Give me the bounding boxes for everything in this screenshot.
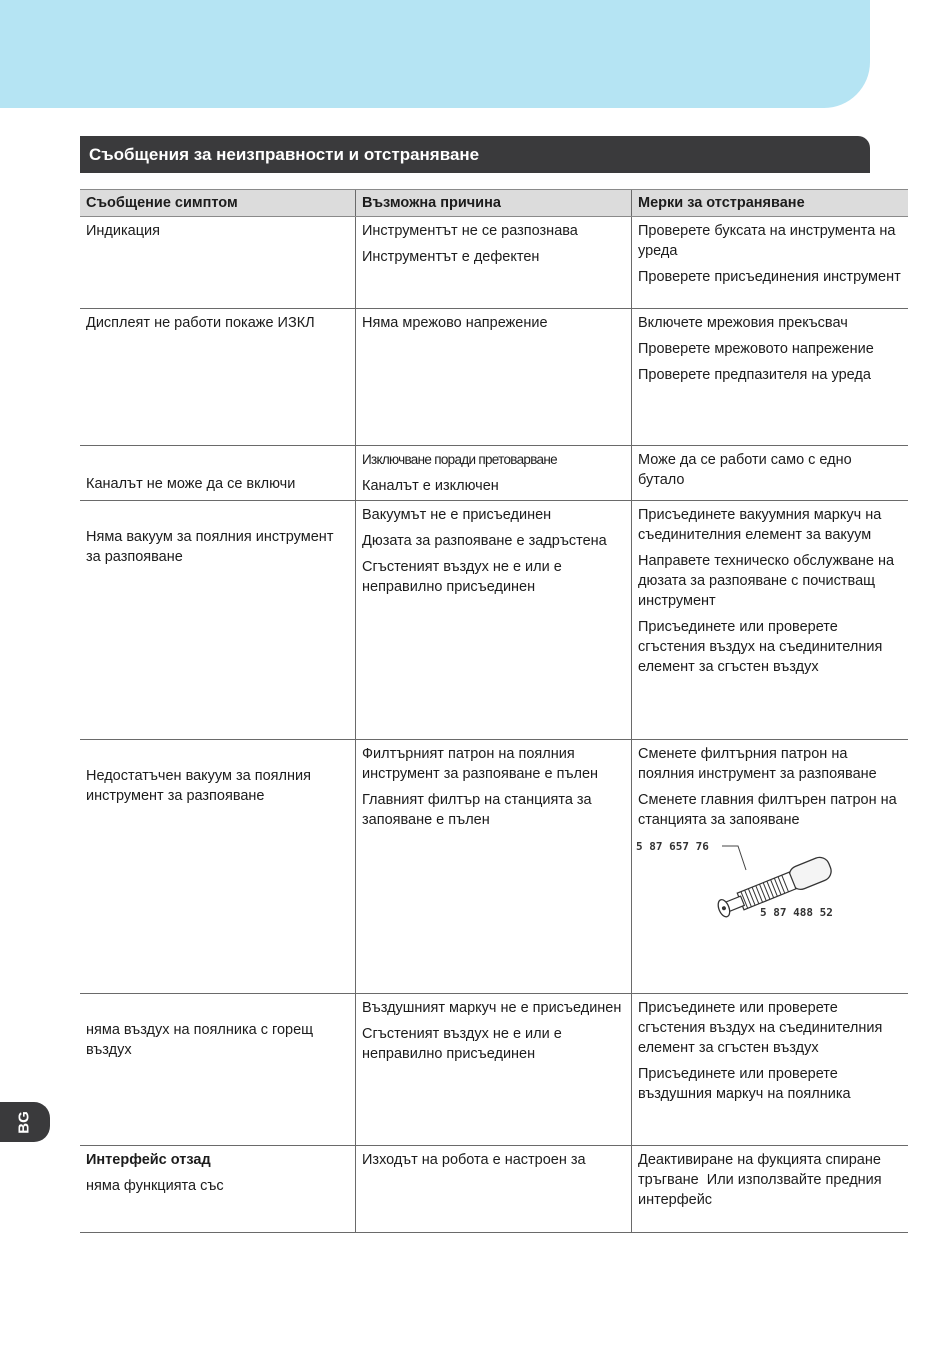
symptom-cell	[80, 217, 356, 309]
remedy-cell	[632, 1146, 909, 1233]
cause-cell	[356, 1146, 632, 1233]
cause-item: Вакуумът не е присъединен	[362, 507, 552, 523]
symptom-cell	[80, 309, 356, 446]
language-tab-label: BG	[15, 1111, 33, 1134]
remedy-item: Сменете главния филтърен патрон на станцията за запояване	[638, 792, 897, 828]
remedy-cell	[632, 446, 909, 501]
cause-cell	[356, 217, 632, 309]
header-symptom: Съобщение симптом	[80, 190, 356, 217]
remedy-item: Деактивиране на фукцията спиране тръгване Или използвайте предния интерфейс	[638, 1152, 898, 1208]
remedy-cell	[632, 994, 909, 1146]
table-row	[80, 1146, 908, 1233]
cause-item: Каналът е изключен	[362, 478, 499, 494]
symptom-cell	[80, 446, 356, 501]
troubleshooting-table	[80, 189, 908, 1233]
symptom-text: Недостатъчен вакуум за поялния инструмент за разпояване	[86, 768, 311, 804]
cause-cell	[356, 446, 632, 501]
cause-item: Изключване поради претоварване	[362, 452, 557, 467]
cause-item: Въздушният маркуч не е присъединен	[362, 1000, 622, 1016]
symptom-text: Дисплеят не работи покаже ИЗКЛ	[86, 315, 315, 331]
remedy-item: Присъединете вакуумния маркуч на съединителния елемент за вакуум	[638, 507, 882, 543]
part-number-upper: 5 87 657 76	[636, 840, 709, 853]
remedy-item: Присъединете или проверете въздушния маркуч на поялника	[638, 1066, 851, 1102]
symptom-text: няма функцията със	[86, 1178, 224, 1194]
cause-cell	[356, 309, 632, 446]
remedy-item: Проверете мрежовото напрежение	[638, 341, 874, 357]
cause-item: Филтърният патрон на поялния инструмент за разпояване е пълен	[362, 746, 599, 782]
symptom-text: няма въздух на поялника с горещ въздух	[86, 1022, 314, 1058]
remedy-cell	[632, 217, 909, 309]
remedy-cell	[632, 309, 909, 446]
cause-item: Главният филтър на станцията за запояване е пълен	[362, 792, 592, 828]
cause-item: Инструментът не се разпознава	[362, 223, 578, 239]
header-cause: Възможна причина	[356, 190, 632, 217]
cause-item: Няма мрежово напрежение	[362, 315, 548, 331]
symptom-text: Няма вакуум за поялния инструмент за разпояване	[86, 529, 334, 565]
table-row	[80, 217, 908, 309]
cause-item: Дюзата за разпояване е задръстена	[362, 533, 607, 549]
header-remedy: Мерки за отстраняване	[632, 190, 909, 217]
symptom-cell	[80, 994, 356, 1146]
table-row	[80, 740, 908, 994]
symptom-heading: Интерфейс отзад	[86, 1152, 211, 1168]
remedy-item: Присъединете или проверете сгъстения въздух на съединителния елемент за сгъстен въздух	[638, 619, 883, 675]
part-number-lower: 5 87 488 52	[760, 906, 833, 919]
remedy-item: Сменете филтърния патрон на поялния инструмент за разпояване	[638, 746, 877, 782]
cause-item: Сгъстеният въздух не е или е неправилно присъединен	[362, 1026, 562, 1062]
language-tab	[0, 1102, 50, 1142]
remedy-item: Направете техническо обслужване на дюзата за разпояване с почистващ инструмент	[638, 553, 895, 609]
table-row	[80, 446, 908, 501]
cause-cell	[356, 501, 632, 740]
table-row	[80, 501, 908, 740]
symptom-text: Каналът не може да се включи	[86, 476, 296, 492]
remedy-item: Присъединете или проверете сгъстения въздух на съединителния елемент за сгъстен въздух	[638, 1000, 883, 1056]
remedy-item: Проверете присъединения инструмент	[638, 269, 901, 285]
section-title: Съобщения за неизправности и отстраняване	[80, 136, 870, 173]
header-band	[0, 0, 870, 108]
cause-cell	[356, 740, 632, 994]
remedy-item: Проверете буксата на инструмента на уреда	[638, 223, 896, 259]
remedy-item: Може да се работи само с едно бутало	[638, 452, 852, 488]
symptom-text: Индикация	[86, 223, 160, 239]
cause-cell	[356, 994, 632, 1146]
table-row	[80, 309, 908, 446]
cause-item: Изходът на робота е настроен за	[362, 1152, 586, 1168]
symptom-cell	[80, 1146, 356, 1233]
remedy-item: Включете мрежовия прекъсвач	[638, 315, 848, 331]
table-header-row	[80, 190, 908, 217]
filter-cartridge-drawing	[634, 836, 854, 926]
cause-item: Инструментът е дефектен	[362, 249, 540, 265]
remedy-item: Проверете предпазителя на уреда	[638, 367, 871, 383]
symptom-cell	[80, 501, 356, 740]
remedy-cell	[632, 501, 909, 740]
symptom-cell	[80, 740, 356, 994]
table-row	[80, 994, 908, 1146]
cause-item: Сгъстеният въздух не е или е неправилно присъединен	[362, 559, 562, 595]
remedy-cell	[632, 740, 909, 994]
